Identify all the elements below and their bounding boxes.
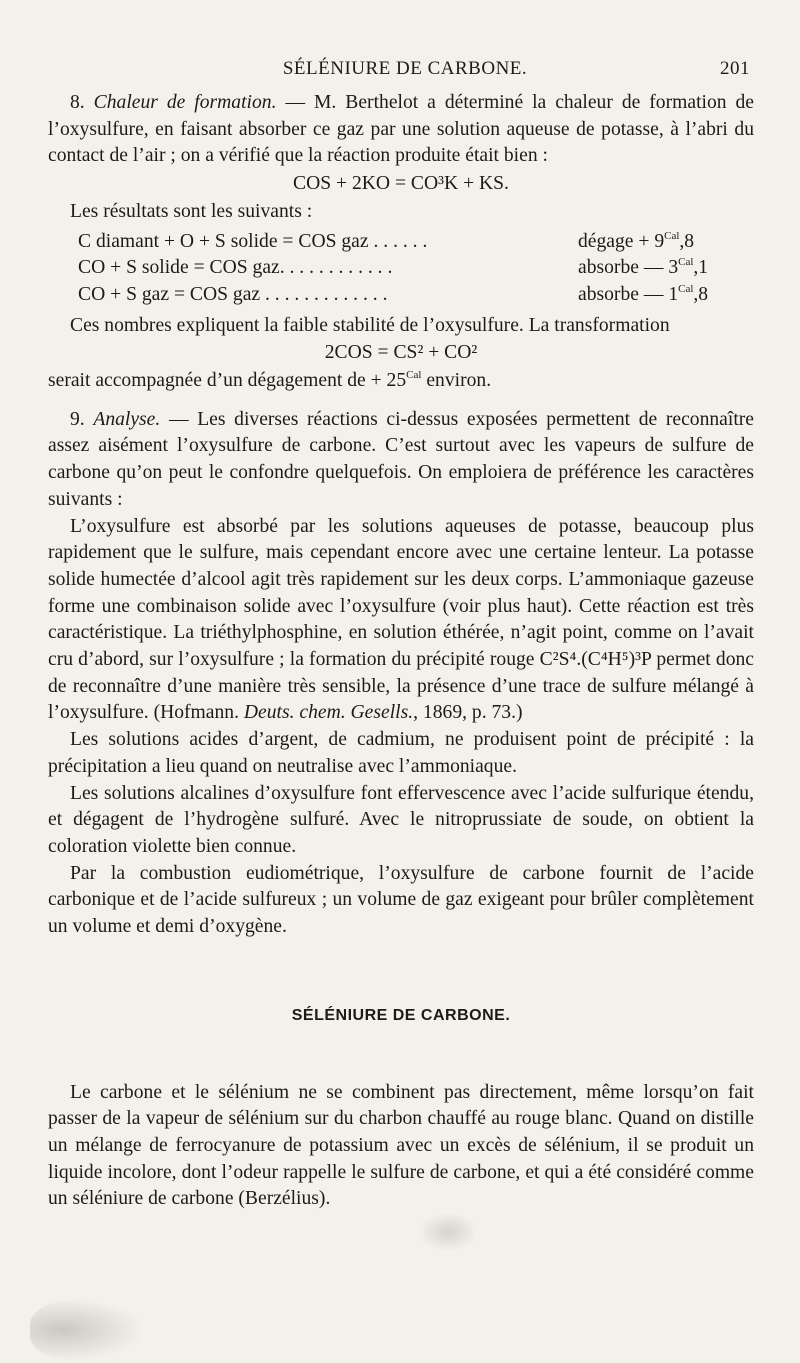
analysis-paragraph-combustion: Par la combustion eudiométrique, l’oxysulfure de carbone fournit de l’acide carbonique et de l’acide sulfureux ; un volume de gaz exigeant pour brûler complètement un volume et demi d’oxygène.	[48, 862, 754, 938]
result-reaction: C diamant + O + S solide = COS gaz . . . . . .	[78, 230, 428, 252]
running-title: SÉLÉNIURE DE CARBONE.	[282, 58, 528, 79]
selenide-paragraph: Le carbone et le sélénium ne se combinent pas directement, même lorsqu’on fait passer de la vapeur de sélénium sur du charbon chauffé au rouge blanc. Quand on distille un mélange de ferrocyanure de potassium avec un excès de sélénium, il se produit un liquide incolore, dont l’odeur rappelle le sulfure de carbone, et qui a été considéré comme un séléniure de carbone (Berzélius).	[48, 1081, 754, 1210]
section-9-number: 9.	[70, 408, 94, 430]
results-intro: Les résultats sont les suivants :	[70, 200, 313, 222]
section-9-title: Analyse.	[93, 408, 161, 430]
section-8-text: — M. Berthelot a déterminé la chaleur de formation de l’oxysulfure, en faisant absorber ce gaz par une solution aqueuse de potasse, à l’abri du contact de l’air ; on a vérifié que la réaction produite était bien :	[48, 92, 755, 167]
result-row	[78, 282, 738, 309]
result-row	[78, 255, 738, 282]
section-8-number: 8.	[70, 92, 94, 113]
page-number: 201	[720, 58, 750, 79]
result-reaction: CO + S solide = COS gaz. . . . . . . . . . . .	[78, 257, 393, 279]
equation-transformation: 2COS = CS² + CO²	[324, 342, 478, 364]
reference-journal: Deuts. chem. Gesells.	[243, 702, 414, 724]
result-row	[78, 229, 738, 256]
section-8-intro	[48, 90, 754, 170]
analysis-paragraph-alkaline: Les solutions alcalines d’oxysulfure font effervescence avec l’acide sulfurique étendu, et dégagent de l’hydrogène sulfuré. Avec le nitroprussiate de soude, on obtient la coloration violette bien connue.	[48, 782, 754, 857]
paper-stain	[418, 1212, 478, 1252]
result-heat: dégage + $9^{Cal},8$	[578, 229, 695, 252]
result-heat: absorbe — $1^{Cal},8$	[578, 282, 709, 305]
result-reaction: CO + S gaz = COS gaz . . . . . . . . . . . . .	[78, 283, 388, 305]
results-table	[78, 229, 738, 309]
section-9-text: — Les diverses réactions ci-dessus exposées permettent de reconnaître assez aisément l’oxysulfure de carbone. C’est surtout avec les vapeurs de sulfure de carbone qu’on peut le confondre quelquefois. On emploiera de préférence les caractères suivants :	[48, 408, 754, 510]
page-body	[48, 90, 754, 1213]
analysis-paragraph-acids: Les solutions acides d’argent, de cadmium, ne produisent point de précipité : la précipitation a lieu quand on neutralise avec l’ammoniaque.	[48, 729, 754, 777]
paper-stain	[30, 1300, 140, 1360]
stability-paragraph: Ces nombres expliquent la faible stabilité de l’oxysulfure. La transformation	[70, 314, 670, 336]
equation-potash: COS + 2KO = CO³K + KS.	[293, 173, 509, 195]
page-header	[60, 58, 750, 86]
result-heat: absorbe — $3^{Cal},1$	[578, 256, 709, 279]
section-title-selenide: SÉLÉNIURE DE CARBONE.	[291, 1006, 511, 1024]
analysis-paragraph-potash: L’oxysulfure est absorbé par les solutions aqueuses de potasse, beaucoup plus rapidement que le sulfure, mais cependant encore avec une certaine lenteur. La potasse solide humectée d’alcool agit très rapidement sur les deux corps. L’ammoniaque gazeuse forme une combinaison solide avec l’oxysulfure (voir plus haut). Cette réaction est très caractéristique. La triéthylphosphine, en solution éthérée, n’agit point, comme on l’avait cru d’abord, sur l’oxysulfure ; la formation du précipité rouge C²S⁴.(C⁴H⁵)³P permet donc de reconnaître d’une manière très sensible, la présence d’une trace de sulfure mélangé à l’oxysulfure. (Hofmann. Deuts. chem. Gesells., 1869, p. 73.)	[48, 515, 754, 724]
heat-release-line: serait accompagnée d’un dégagement de + $25^{Cal}$ environ.	[48, 369, 492, 392]
section-8-title: Chaleur de formation.	[93, 92, 277, 113]
section-9-intro	[48, 407, 754, 514]
